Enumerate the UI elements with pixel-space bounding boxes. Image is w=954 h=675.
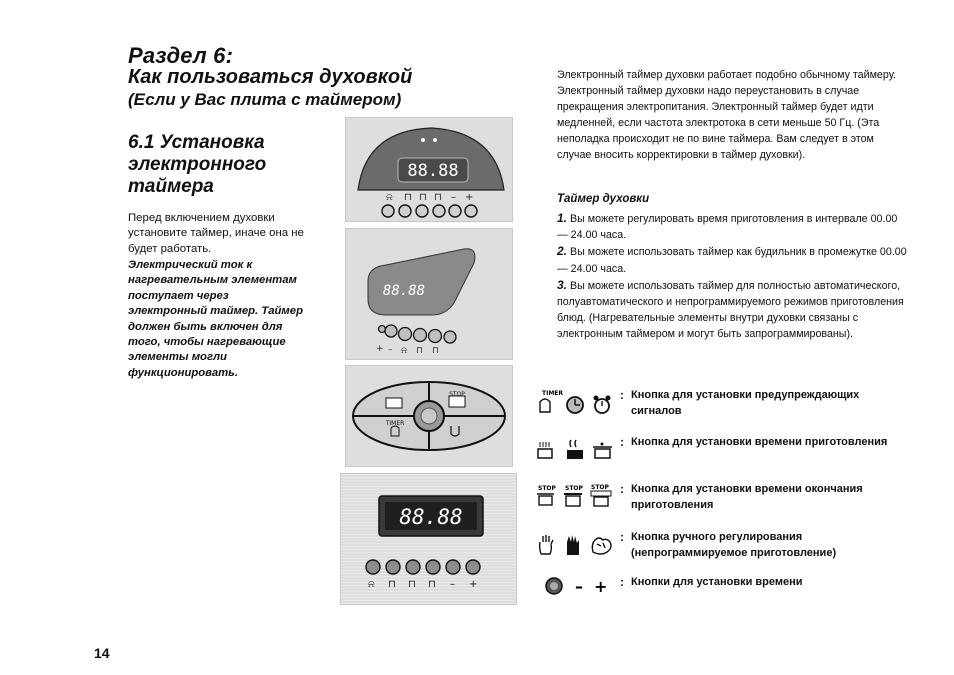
legend-row-manual: : Кнопка ручного регулирования (непрограммируемое приготовление) bbox=[533, 530, 913, 564]
timer-heading: Таймер духовки bbox=[557, 193, 650, 205]
svg-text:88.88: 88.88 bbox=[382, 283, 426, 299]
svg-text:–: – bbox=[451, 192, 456, 203]
subsection-title: 6.1 Установка электронного таймера bbox=[128, 132, 267, 197]
svg-text:⊓: ⊓ bbox=[388, 579, 396, 590]
timer-illustration-oval bbox=[345, 365, 513, 467]
knob-icon bbox=[546, 578, 562, 594]
steam-pot-icon bbox=[567, 440, 583, 459]
svg-text:STOP: STOP bbox=[565, 485, 583, 492]
minus-icon: – bbox=[575, 577, 583, 596]
page-title: Как пользоваться духовкой bbox=[128, 66, 413, 88]
svg-text:–: – bbox=[388, 345, 393, 355]
svg-text:⍾: ⍾ bbox=[368, 579, 375, 590]
timer-illustration-triangle bbox=[345, 228, 513, 360]
svg-text:⊓: ⊓ bbox=[434, 192, 442, 203]
alarm-clock-icon bbox=[594, 396, 611, 414]
svg-text:⊓: ⊓ bbox=[419, 192, 427, 203]
hand-icon bbox=[567, 535, 579, 555]
intro-text: Перед включением духовки установите таймер, иначе она не будет работать. bbox=[128, 212, 304, 255]
svg-text:88.88: 88.88 bbox=[399, 505, 463, 529]
legend-text: Кнопка для установки времени окончания приготовления bbox=[631, 483, 863, 511]
page-number: 14 bbox=[94, 645, 110, 661]
svg-text:STOP: STOP bbox=[591, 484, 609, 491]
timer-illustration-dome bbox=[345, 117, 513, 222]
legend-text: Кнопка для установки предупреждающих сигналов bbox=[631, 389, 860, 417]
svg-text:⍾: ⍾ bbox=[401, 346, 407, 356]
svg-text:STOP: STOP bbox=[449, 391, 465, 398]
list-item: 2. Вы можете использовать таймер как будильник в промежутке 00.00 — 24.00 часа. bbox=[557, 244, 907, 275]
legend-row-time-buttons: – + : Кнопки для установки времени bbox=[533, 575, 913, 605]
legend-text: Кнопки для установки времени bbox=[631, 576, 803, 588]
section-label: Раздел 6: bbox=[128, 43, 234, 68]
svg-text:TIMER: TIMER bbox=[385, 420, 405, 427]
legend-text: Кнопка ручного регулирования (непрограммируемое приготовление) bbox=[631, 531, 837, 559]
stop-pot-icon bbox=[564, 485, 584, 506]
timer-illustration-rect bbox=[340, 473, 517, 605]
hand-icon bbox=[592, 538, 611, 554]
svg-text:⊓: ⊓ bbox=[432, 346, 440, 356]
svg-text:⊓: ⊓ bbox=[408, 579, 416, 590]
svg-text:⊓: ⊓ bbox=[428, 579, 436, 590]
timer-bell-icon bbox=[540, 399, 550, 412]
warning-text: Электрический ток к нагревательным элементам поступает через электронный таймер. Таймер должен быть включен для того, чтобы нагревающие элементы могли функционировать. bbox=[128, 259, 303, 379]
legend-row-end-time: STOP STOP STOP : Кнопка для установки времени окончания приготовления bbox=[533, 482, 913, 516]
list-item: 3. Вы можете использовать таймер для полностью автоматического, полуавтоматического и непрограммируемого режимов приготовления блюд. (Нагревательные элементы внутри духовки связаны с электронным таймером и могут быть запрограммированы). bbox=[557, 277, 904, 341]
page-subtitle: (Если у Вас плита с таймером) bbox=[128, 90, 402, 109]
svg-text:+: + bbox=[376, 344, 384, 354]
plus-icon: + bbox=[594, 577, 608, 596]
legend-text: Кнопка для установки времени приготовления bbox=[631, 436, 888, 448]
hand-icon bbox=[540, 535, 553, 554]
timer-features-list bbox=[557, 210, 909, 343]
svg-text:⊓: ⊓ bbox=[404, 192, 412, 203]
stop-pot-icon bbox=[537, 485, 557, 505]
svg-text:TIMER: TIMER bbox=[542, 390, 564, 397]
heating-pot-icon bbox=[538, 442, 552, 458]
svg-text:⍾: ⍾ bbox=[386, 192, 393, 203]
display-readout: 88.88 bbox=[407, 161, 459, 181]
legend-row-cooking-time: : Кнопка для установки времени приготовления bbox=[533, 435, 913, 469]
pot-icon bbox=[593, 443, 612, 459]
stop-pot-icon bbox=[591, 484, 611, 506]
svg-text:+: + bbox=[469, 579, 478, 590]
svg-text:–: – bbox=[450, 579, 455, 590]
svg-text:+: + bbox=[465, 192, 474, 203]
svg-text:⊓: ⊓ bbox=[416, 346, 424, 356]
legend-row-alarm: TIMER : Кнопка для установки предупреждающих сигналов bbox=[533, 388, 913, 422]
svg-text:STOP: STOP bbox=[538, 485, 556, 492]
list-item: 1. Вы можете регулировать время приготовления в интервале 00.00 — 24.00 часа. bbox=[557, 211, 898, 242]
timer-description: Электронный таймер духовки работает подобно обычному таймеру. Электронный таймер духовки надо переустановить в случае прекращения электропитания. Электронный таймер будет идти медленней, если частота электротока в сети меньше 50 Гц. (Эта неполадка происходит не по вине таймера. Вам следует в этом случае вносить корректировки в таймер духовки). bbox=[557, 69, 896, 162]
clock-dial-icon bbox=[567, 397, 583, 413]
